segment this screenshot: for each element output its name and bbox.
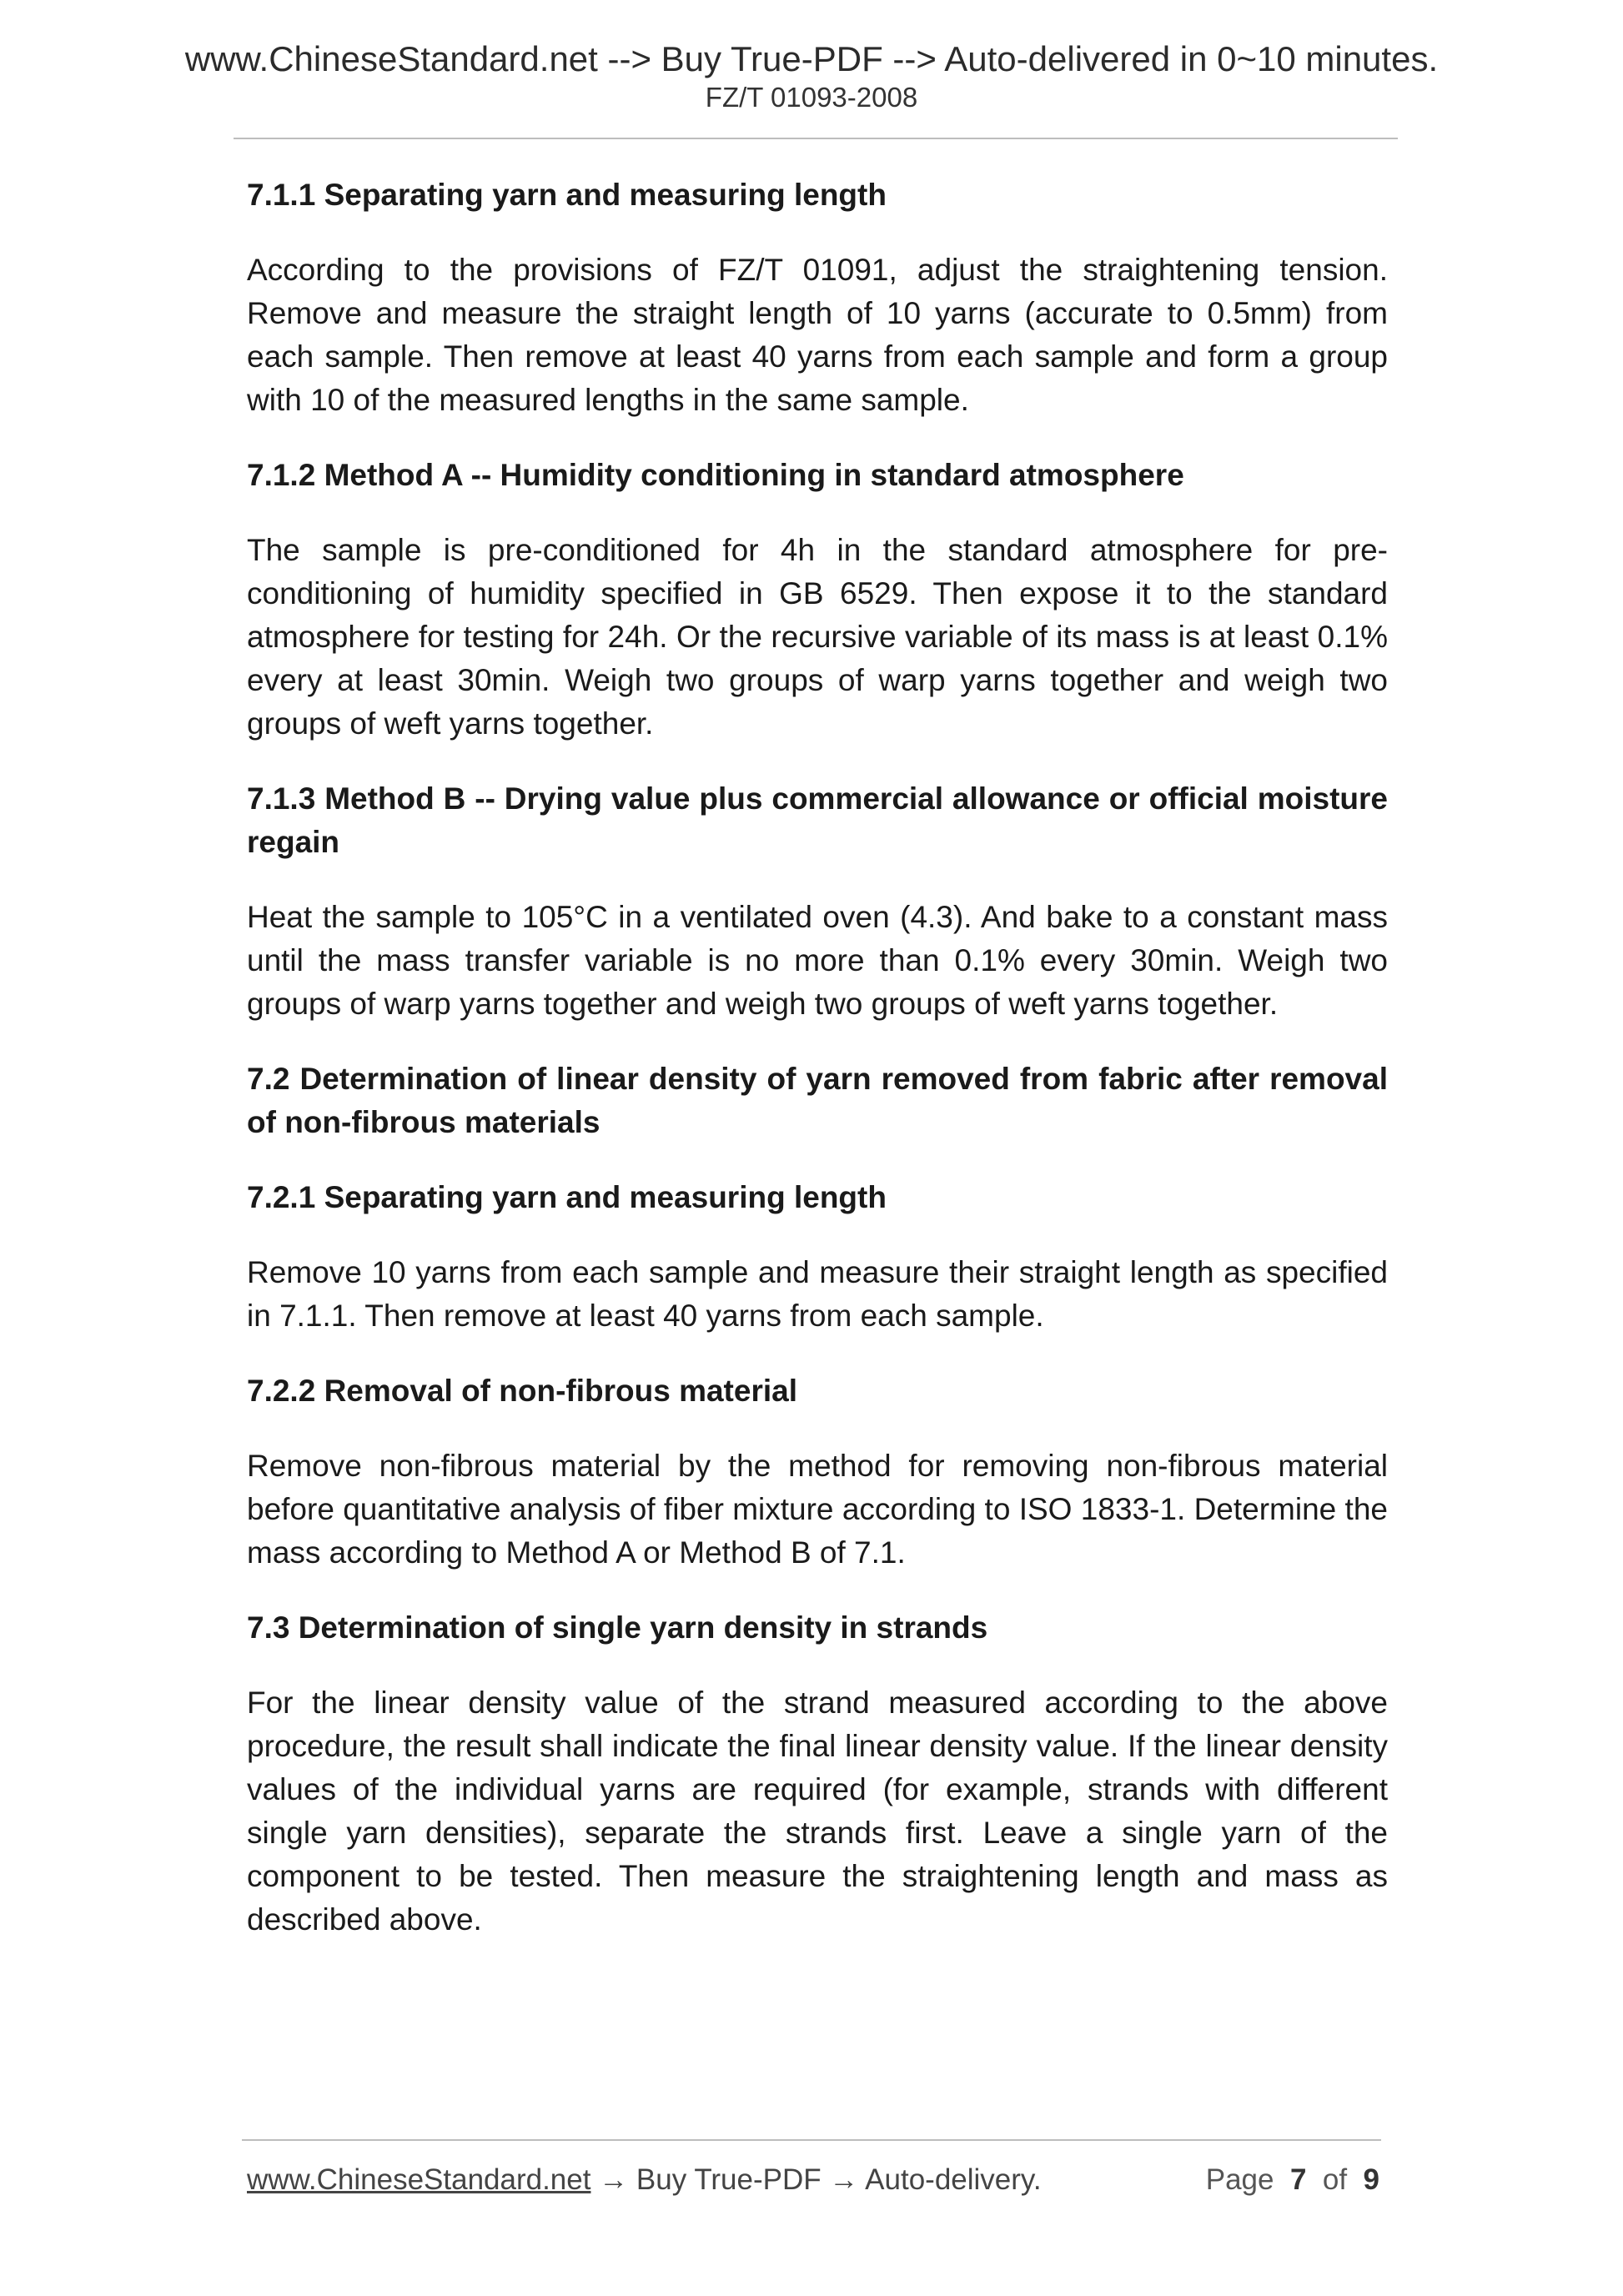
section-heading-7-3: 7.3 Determination of single yarn density in strands	[247, 1610, 988, 1645]
document-body	[247, 173, 1388, 1973]
section-text-7-3: For the linear density value of the strand measured according to the above procedure, the result shall indicate the final linear density value. If the linear density values of the individual yarns are required (for example, strands with different single yarn densities), separate the strands first. Leave a single yarn of the component to be tested. Then measure the straightening length and mass as described above.	[247, 1686, 1388, 1937]
section-heading-7-1-3: 7.1.3 Method B -- Drying value plus commercial allowance or official moisture regain	[247, 781, 1388, 859]
section-text-7-2-2: Remove non-fibrous material by the method for removing non-fibrous material before quantitative analysis of fiber mixture according to ISO 1833-1. Determine the mass according to Method A or Method B of 7.1.	[247, 1449, 1388, 1570]
page-indicator	[1201, 2165, 1379, 2194]
section-text-7-1-2: The sample is pre-conditioned for 4h in the standard atmosphere for pre-conditioning of humidity specified in GB 6529. Then expose it to the standard atmosphere for testing for 24h. Or the recursive variable of its mass is at least 0.1% every at least 30min. Weigh two groups of warp yarns together and weigh two groups of weft yarns together.	[247, 533, 1388, 741]
section-text-7-1-1: According to the provisions of FZ/T 01091, adjust the straightening tension. Remove and measure the straight length of 10 yarns (accurate to 0.5mm) from each sample. Then remove at least 40 yarns from each sample and form a group with 10 of the measured lengths in the same sample.	[247, 253, 1388, 417]
section-heading-7-2-1: 7.2.1 Separating yarn and measuring length	[247, 1180, 887, 1214]
page-current: 7	[1289, 2163, 1307, 2196]
section-heading-7-1-1: 7.1.1 Separating yarn and measuring length	[247, 178, 887, 212]
section-text-7-2-1: Remove 10 yarns from each sample and measure their straight length as specified in 7.1.1. Then remove at least 40 yarns from each sample.	[247, 1255, 1388, 1333]
footer-site-link[interactable]: www.ChineseStandard.net	[247, 2163, 591, 2196]
section-heading-7-2: 7.2 Determination of linear density of yarn removed from fabric after removal of non-fibrous materials	[247, 1062, 1388, 1139]
page-label: Page	[1205, 2163, 1274, 2196]
footer-promo	[247, 2165, 1042, 2194]
header-divider	[234, 138, 1398, 139]
footer-tagline: → Buy True-PDF → Auto-delivery.	[590, 2163, 1042, 2196]
footer-divider	[242, 2139, 1381, 2141]
section-heading-7-2-2: 7.2.2 Removal of non-fibrous material	[247, 1374, 797, 1408]
page-total: 9	[1363, 2163, 1379, 2196]
section-heading-7-1-2: 7.1.2 Method A -- Humidity conditioning in standard atmosphere	[247, 458, 1184, 492]
standard-code: FZ/T 01093-2008	[705, 82, 918, 113]
section-text-7-1-3: Heat the sample to 105°C in a ventilated oven (4.3). And bake to a constant mass until the mass transfer variable is no more than 0.1% every 30min. Weigh two groups of warp yarns together and weigh two groups of weft yarns together.	[247, 900, 1388, 1021]
header-banner: www.ChineseStandard.net --> Buy True-PDF --> Auto-delivered in 0~10 minutes.	[184, 39, 1439, 78]
page-of-label: of	[1322, 2163, 1348, 2196]
